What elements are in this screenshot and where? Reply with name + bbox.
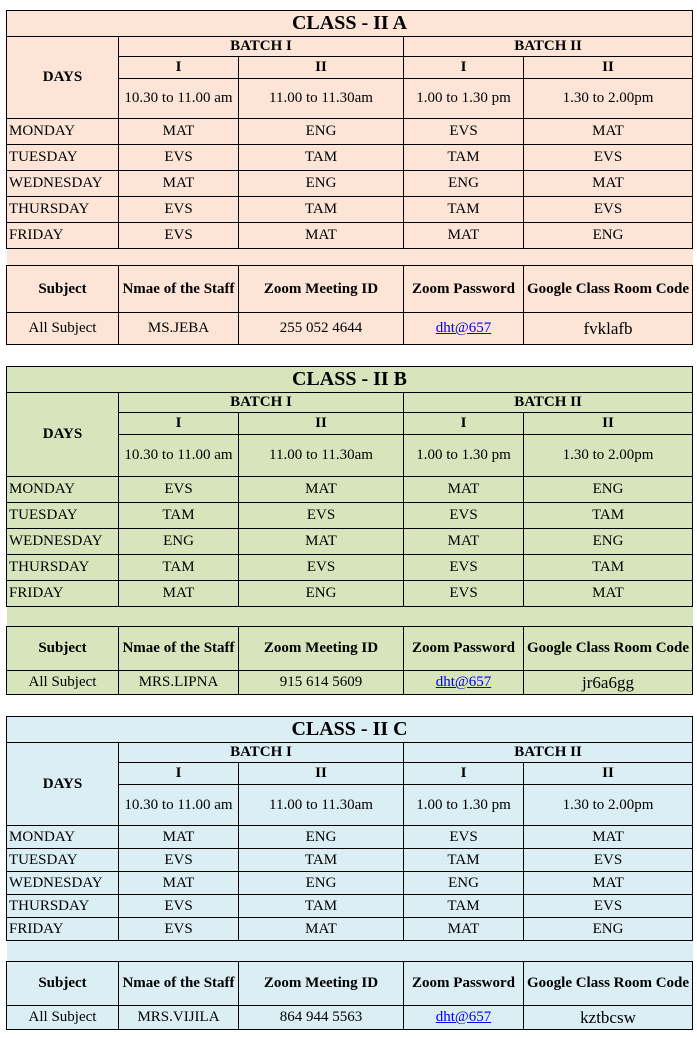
day-label: THURSDAY xyxy=(7,895,119,918)
table-row xyxy=(7,171,693,197)
batch-2-header: BATCH II xyxy=(404,743,693,763)
period-header: II xyxy=(524,413,693,435)
table-row xyxy=(7,581,693,607)
subject-cell: EVS xyxy=(119,197,239,223)
subject-cell: MAT xyxy=(119,826,239,849)
subject-cell: TAM xyxy=(239,895,404,918)
batch-1-header: BATCH I xyxy=(119,743,404,763)
day-label: WEDNESDAY xyxy=(7,529,119,555)
table-row xyxy=(7,477,693,503)
subject-cell: MAT xyxy=(524,826,693,849)
subject-cell: TAM xyxy=(404,145,524,171)
day-label: MONDAY xyxy=(7,826,119,849)
time-slot: 11.00 to 11.30am xyxy=(239,435,404,477)
day-label: WEDNESDAY xyxy=(7,872,119,895)
subject-cell: TAM xyxy=(119,503,239,529)
subject-cell: EVS xyxy=(524,849,693,872)
spacer xyxy=(7,607,693,627)
class-title: CLASS - II B xyxy=(7,367,693,393)
period-header: II xyxy=(524,763,693,785)
subject-cell: TAM xyxy=(239,145,404,171)
subject-cell: ENG xyxy=(239,171,404,197)
day-label: FRIDAY xyxy=(7,223,119,249)
subject-cell: TAM xyxy=(404,197,524,223)
password-header: Zoom Password xyxy=(404,627,524,671)
subject-header: Subject xyxy=(7,266,119,313)
password-cell xyxy=(404,1006,524,1030)
spacer xyxy=(7,941,693,962)
subject-cell: MAT xyxy=(119,119,239,145)
spacer xyxy=(7,249,693,266)
subject-cell: ENG xyxy=(239,119,404,145)
classroom-code-header: Google Class Room Code xyxy=(524,266,693,313)
class-title: CLASS - II C xyxy=(7,717,693,743)
subject-cell: EVS xyxy=(404,826,524,849)
time-slot: 1.00 to 1.30 pm xyxy=(404,435,524,477)
subject-cell: MAT xyxy=(404,477,524,503)
day-label: TUESDAY xyxy=(7,503,119,529)
subject-cell: TAM xyxy=(524,503,693,529)
day-label: FRIDAY xyxy=(7,581,119,607)
subject-cell: EVS xyxy=(404,119,524,145)
period-header: II xyxy=(524,57,693,79)
password-link[interactable]: dht@657 xyxy=(435,320,492,336)
period-header: I xyxy=(404,763,524,785)
subject-cell: MAT xyxy=(524,119,693,145)
batch-2-header: BATCH II xyxy=(404,37,693,57)
subject-cell: TAM xyxy=(239,849,404,872)
meeting-id: 255 052 4644 xyxy=(239,313,404,345)
batch-1-header: BATCH I xyxy=(119,37,404,57)
staff-name: MRS.VIJILA xyxy=(119,1006,239,1030)
subject-cell: EVS xyxy=(524,895,693,918)
subject-cell: ENG xyxy=(524,477,693,503)
staff-name: MS.JEBA xyxy=(119,313,239,345)
table-row xyxy=(7,895,693,918)
time-slot: 1.30 to 2.00pm xyxy=(524,435,693,477)
class-title: CLASS - II A xyxy=(7,11,693,37)
days-header: DAYS xyxy=(7,743,119,826)
subject-cell: ENG xyxy=(239,581,404,607)
subject-cell: MAT xyxy=(404,529,524,555)
subject-cell: ENG xyxy=(524,223,693,249)
class-info-row xyxy=(7,671,693,695)
staff-header: Nmae of the Staff xyxy=(119,266,239,313)
subject-cell: MAT xyxy=(119,872,239,895)
subject-cell: MAT xyxy=(404,918,524,941)
subject-cell: TAM xyxy=(524,555,693,581)
class-info-row xyxy=(7,313,693,345)
staff-header: Nmae of the Staff xyxy=(119,627,239,671)
subject-cell: MAT xyxy=(404,223,524,249)
classroom-code: fvklafb xyxy=(524,313,693,345)
subject-cell: TAM xyxy=(239,197,404,223)
table-row xyxy=(7,145,693,171)
batch-1-header: BATCH I xyxy=(119,393,404,413)
subject-cell: ENG xyxy=(404,171,524,197)
time-slot: 11.00 to 11.30am xyxy=(239,79,404,119)
subject-cell: ENG xyxy=(239,872,404,895)
subject-cell: EVS xyxy=(119,145,239,171)
table-row xyxy=(7,119,693,145)
table-row xyxy=(7,529,693,555)
time-slot: 1.00 to 1.30 pm xyxy=(404,785,524,826)
table-row xyxy=(7,849,693,872)
password-link[interactable]: dht@657 xyxy=(435,674,492,690)
period-header: II xyxy=(239,57,404,79)
subject-value: All Subject xyxy=(7,671,119,695)
subject-cell: MAT xyxy=(119,581,239,607)
subject-cell: ENG xyxy=(239,826,404,849)
table-row xyxy=(7,918,693,941)
batch-2-header: BATCH II xyxy=(404,393,693,413)
subject-cell: MAT xyxy=(524,872,693,895)
meeting-id: 864 944 5563 xyxy=(239,1006,404,1030)
subject-cell: MAT xyxy=(239,477,404,503)
period-header: I xyxy=(404,57,524,79)
subject-cell: MAT xyxy=(239,529,404,555)
day-label: FRIDAY xyxy=(7,918,119,941)
subject-cell: EVS xyxy=(119,223,239,249)
class-timetable-b xyxy=(6,366,692,695)
subject-cell: MAT xyxy=(239,223,404,249)
classroom-code: jr6a6gg xyxy=(524,671,693,695)
day-label: MONDAY xyxy=(7,477,119,503)
table-row xyxy=(7,555,693,581)
period-header: II xyxy=(239,763,404,785)
day-label: THURSDAY xyxy=(7,555,119,581)
period-header: I xyxy=(119,413,239,435)
day-label: TUESDAY xyxy=(7,145,119,171)
password-header: Zoom Password xyxy=(404,962,524,1006)
table-row xyxy=(7,503,693,529)
subject-header: Subject xyxy=(7,627,119,671)
subject-cell: MAT xyxy=(524,171,693,197)
time-slot: 10.30 to 11.00 am xyxy=(119,79,239,119)
subject-cell: EVS xyxy=(524,197,693,223)
day-label: MONDAY xyxy=(7,119,119,145)
meeting-id: 915 614 5609 xyxy=(239,671,404,695)
subject-cell: EVS xyxy=(239,555,404,581)
classroom-code-header: Google Class Room Code xyxy=(524,627,693,671)
subject-cell: ENG xyxy=(524,529,693,555)
subject-cell: ENG xyxy=(524,918,693,941)
subject-value: All Subject xyxy=(7,1006,119,1030)
period-header: II xyxy=(239,413,404,435)
time-slot: 1.30 to 2.00pm xyxy=(524,785,693,826)
subject-header: Subject xyxy=(7,962,119,1006)
days-header: DAYS xyxy=(7,37,119,119)
time-slot: 11.00 to 11.30am xyxy=(239,785,404,826)
staff-header: Nmae of the Staff xyxy=(119,962,239,1006)
days-header: DAYS xyxy=(7,393,119,477)
password-cell xyxy=(404,313,524,345)
subject-cell: MAT xyxy=(524,581,693,607)
password-link[interactable]: dht@657 xyxy=(435,1009,492,1025)
meeting-id-header: Zoom Meeting ID xyxy=(239,627,404,671)
subject-cell: MAT xyxy=(119,171,239,197)
meeting-id-header: Zoom Meeting ID xyxy=(239,266,404,313)
class-info-row xyxy=(7,1006,693,1030)
table-row xyxy=(7,223,693,249)
subject-cell: EVS xyxy=(524,145,693,171)
subject-value: All Subject xyxy=(7,313,119,345)
subject-cell: EVS xyxy=(119,849,239,872)
classroom-code: kztbcsw xyxy=(524,1006,693,1030)
table-row xyxy=(7,872,693,895)
subject-cell: EVS xyxy=(404,503,524,529)
subject-cell: ENG xyxy=(119,529,239,555)
time-slot: 1.30 to 2.00pm xyxy=(524,79,693,119)
subject-cell: TAM xyxy=(404,849,524,872)
class-timetable-c xyxy=(6,716,692,1030)
class-timetable-a xyxy=(6,10,692,345)
subject-cell: EVS xyxy=(404,581,524,607)
subject-cell: EVS xyxy=(119,918,239,941)
subject-cell: EVS xyxy=(239,503,404,529)
subject-cell: MAT xyxy=(239,918,404,941)
day-label: TUESDAY xyxy=(7,849,119,872)
password-cell xyxy=(404,671,524,695)
subject-cell: EVS xyxy=(119,895,239,918)
staff-name: MRS.LIPNA xyxy=(119,671,239,695)
table-row xyxy=(7,197,693,223)
time-slot: 1.00 to 1.30 pm xyxy=(404,79,524,119)
table-row xyxy=(7,826,693,849)
subject-cell: ENG xyxy=(404,872,524,895)
subject-cell: TAM xyxy=(119,555,239,581)
period-header: I xyxy=(119,57,239,79)
classroom-code-header: Google Class Room Code xyxy=(524,962,693,1006)
meeting-id-header: Zoom Meeting ID xyxy=(239,962,404,1006)
time-slot: 10.30 to 11.00 am xyxy=(119,785,239,826)
subject-cell: TAM xyxy=(404,895,524,918)
subject-cell: EVS xyxy=(404,555,524,581)
period-header: I xyxy=(404,413,524,435)
day-label: WEDNESDAY xyxy=(7,171,119,197)
password-header: Zoom Password xyxy=(404,266,524,313)
time-slot: 10.30 to 11.00 am xyxy=(119,435,239,477)
subject-cell: EVS xyxy=(119,477,239,503)
period-header: I xyxy=(119,763,239,785)
day-label: THURSDAY xyxy=(7,197,119,223)
